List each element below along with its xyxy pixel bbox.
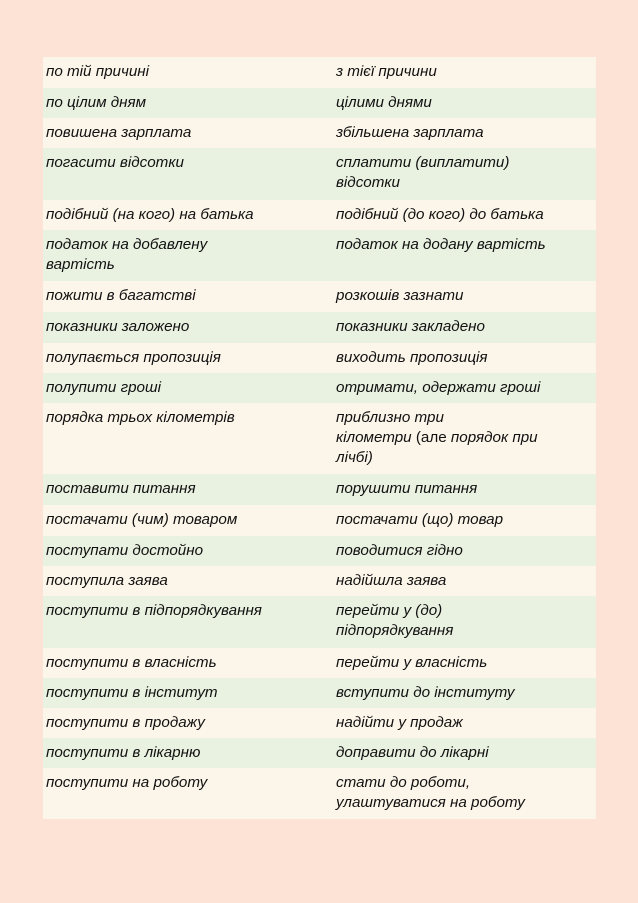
incorrect-phrase: повишена зарплата xyxy=(46,124,192,141)
correct-phrase: порушити питання xyxy=(336,480,478,497)
incorrect-phrase: по тій причині xyxy=(46,63,150,80)
phrase-line: вартість xyxy=(46,256,115,273)
correct-phrase: постачати (що) товар xyxy=(336,511,504,528)
phrase-line: стати до роботи, xyxy=(336,774,471,791)
table-row xyxy=(43,596,596,648)
incorrect-phrase: погасити відсотки xyxy=(46,154,184,171)
table-row xyxy=(43,281,596,312)
table-row xyxy=(43,88,596,118)
table-row xyxy=(43,474,596,505)
incorrect-phrase: порядка трьох кілометрів xyxy=(46,409,235,426)
correct-phrase: розкошів зазнати xyxy=(336,287,464,304)
correct-phrase: з тієї причини xyxy=(336,63,437,80)
table-row xyxy=(43,200,596,230)
correct-phrase: надійшла заява xyxy=(336,572,447,589)
correct-phrase: податок на додану вартість xyxy=(336,236,546,253)
phrase-table xyxy=(43,57,596,819)
phrase-line: улаштуватися на роботу xyxy=(336,794,525,811)
incorrect-phrase xyxy=(43,230,333,281)
table-row xyxy=(43,536,596,566)
correct-phrase xyxy=(333,148,596,200)
correct-phrase: надійти у продаж xyxy=(336,714,463,731)
incorrect-phrase: пожити в багатстві xyxy=(46,287,196,304)
correct-phrase: виходить пропозиція xyxy=(336,349,488,366)
table-row xyxy=(43,57,596,88)
correct-phrase: поводитися гідно xyxy=(336,542,463,559)
correct-phrase: вступити до інституту xyxy=(336,684,515,701)
phrase-line: податок на добавлену xyxy=(46,236,208,253)
correct-phrase: показники закладено xyxy=(336,318,485,335)
incorrect-phrase: показники заложено xyxy=(46,318,190,335)
incorrect-phrase: по цілим дням xyxy=(46,94,147,111)
table-row xyxy=(43,118,596,148)
phrase-line xyxy=(336,428,596,448)
phrase-line: підпорядкування xyxy=(336,622,454,639)
correct-phrase xyxy=(333,768,596,819)
correct-phrase xyxy=(333,403,596,474)
incorrect-phrase: полупити гроші xyxy=(46,379,161,396)
incorrect-phrase: поступати достойно xyxy=(46,542,204,559)
correct-phrase: доправити до лікарні xyxy=(336,744,489,761)
table-row xyxy=(43,230,596,281)
table-row xyxy=(43,738,596,768)
incorrect-phrase: поступити в підпорядкування xyxy=(46,602,262,619)
phrase-line: перейти у (до) xyxy=(336,602,443,619)
incorrect-phrase: поступити в власність xyxy=(46,654,217,671)
incorrect-phrase: подібний (на кого) на батька xyxy=(46,206,254,223)
incorrect-phrase: поступити в продажу xyxy=(46,714,205,731)
table-row xyxy=(43,403,596,474)
incorrect-phrase: поступити в лікарню xyxy=(46,744,201,761)
table-row xyxy=(43,566,596,596)
phrase-fragment: кілометри xyxy=(336,429,412,446)
table-row xyxy=(43,648,596,678)
correct-phrase: перейти у власність xyxy=(336,654,488,671)
table-row xyxy=(43,768,596,819)
correct-phrase: отримати, одержати гроші xyxy=(336,379,541,396)
table-row xyxy=(43,678,596,708)
phrase-line: приблизно три xyxy=(336,409,444,426)
table-row xyxy=(43,373,596,403)
incorrect-phrase: поступила заява xyxy=(46,572,168,589)
incorrect-phrase: полупається пропозиція xyxy=(46,349,221,366)
phrase-fragment: (але xyxy=(415,429,451,446)
phrase-line: відсотки xyxy=(336,174,401,191)
table-row xyxy=(43,708,596,738)
correct-phrase: цілими днями xyxy=(336,94,432,111)
phrase-fragment: порядок при xyxy=(450,429,538,446)
correct-phrase xyxy=(333,596,596,648)
table-row xyxy=(43,148,596,200)
phrase-line: лічбі) xyxy=(336,449,373,466)
phrase-line: сплатити (виплатити) xyxy=(336,154,510,171)
incorrect-phrase: поставити питання xyxy=(46,480,196,497)
incorrect-phrase: поступити на роботу xyxy=(46,774,208,791)
correct-phrase: подібний (до кого) до батька xyxy=(336,206,544,223)
table-row xyxy=(43,343,596,373)
incorrect-phrase: постачати (чим) товаром xyxy=(46,511,238,528)
table-row xyxy=(43,312,596,343)
incorrect-phrase: поступити в інститут xyxy=(46,684,218,701)
table-row xyxy=(43,505,596,536)
correct-phrase: збільшена зарплата xyxy=(336,124,484,141)
